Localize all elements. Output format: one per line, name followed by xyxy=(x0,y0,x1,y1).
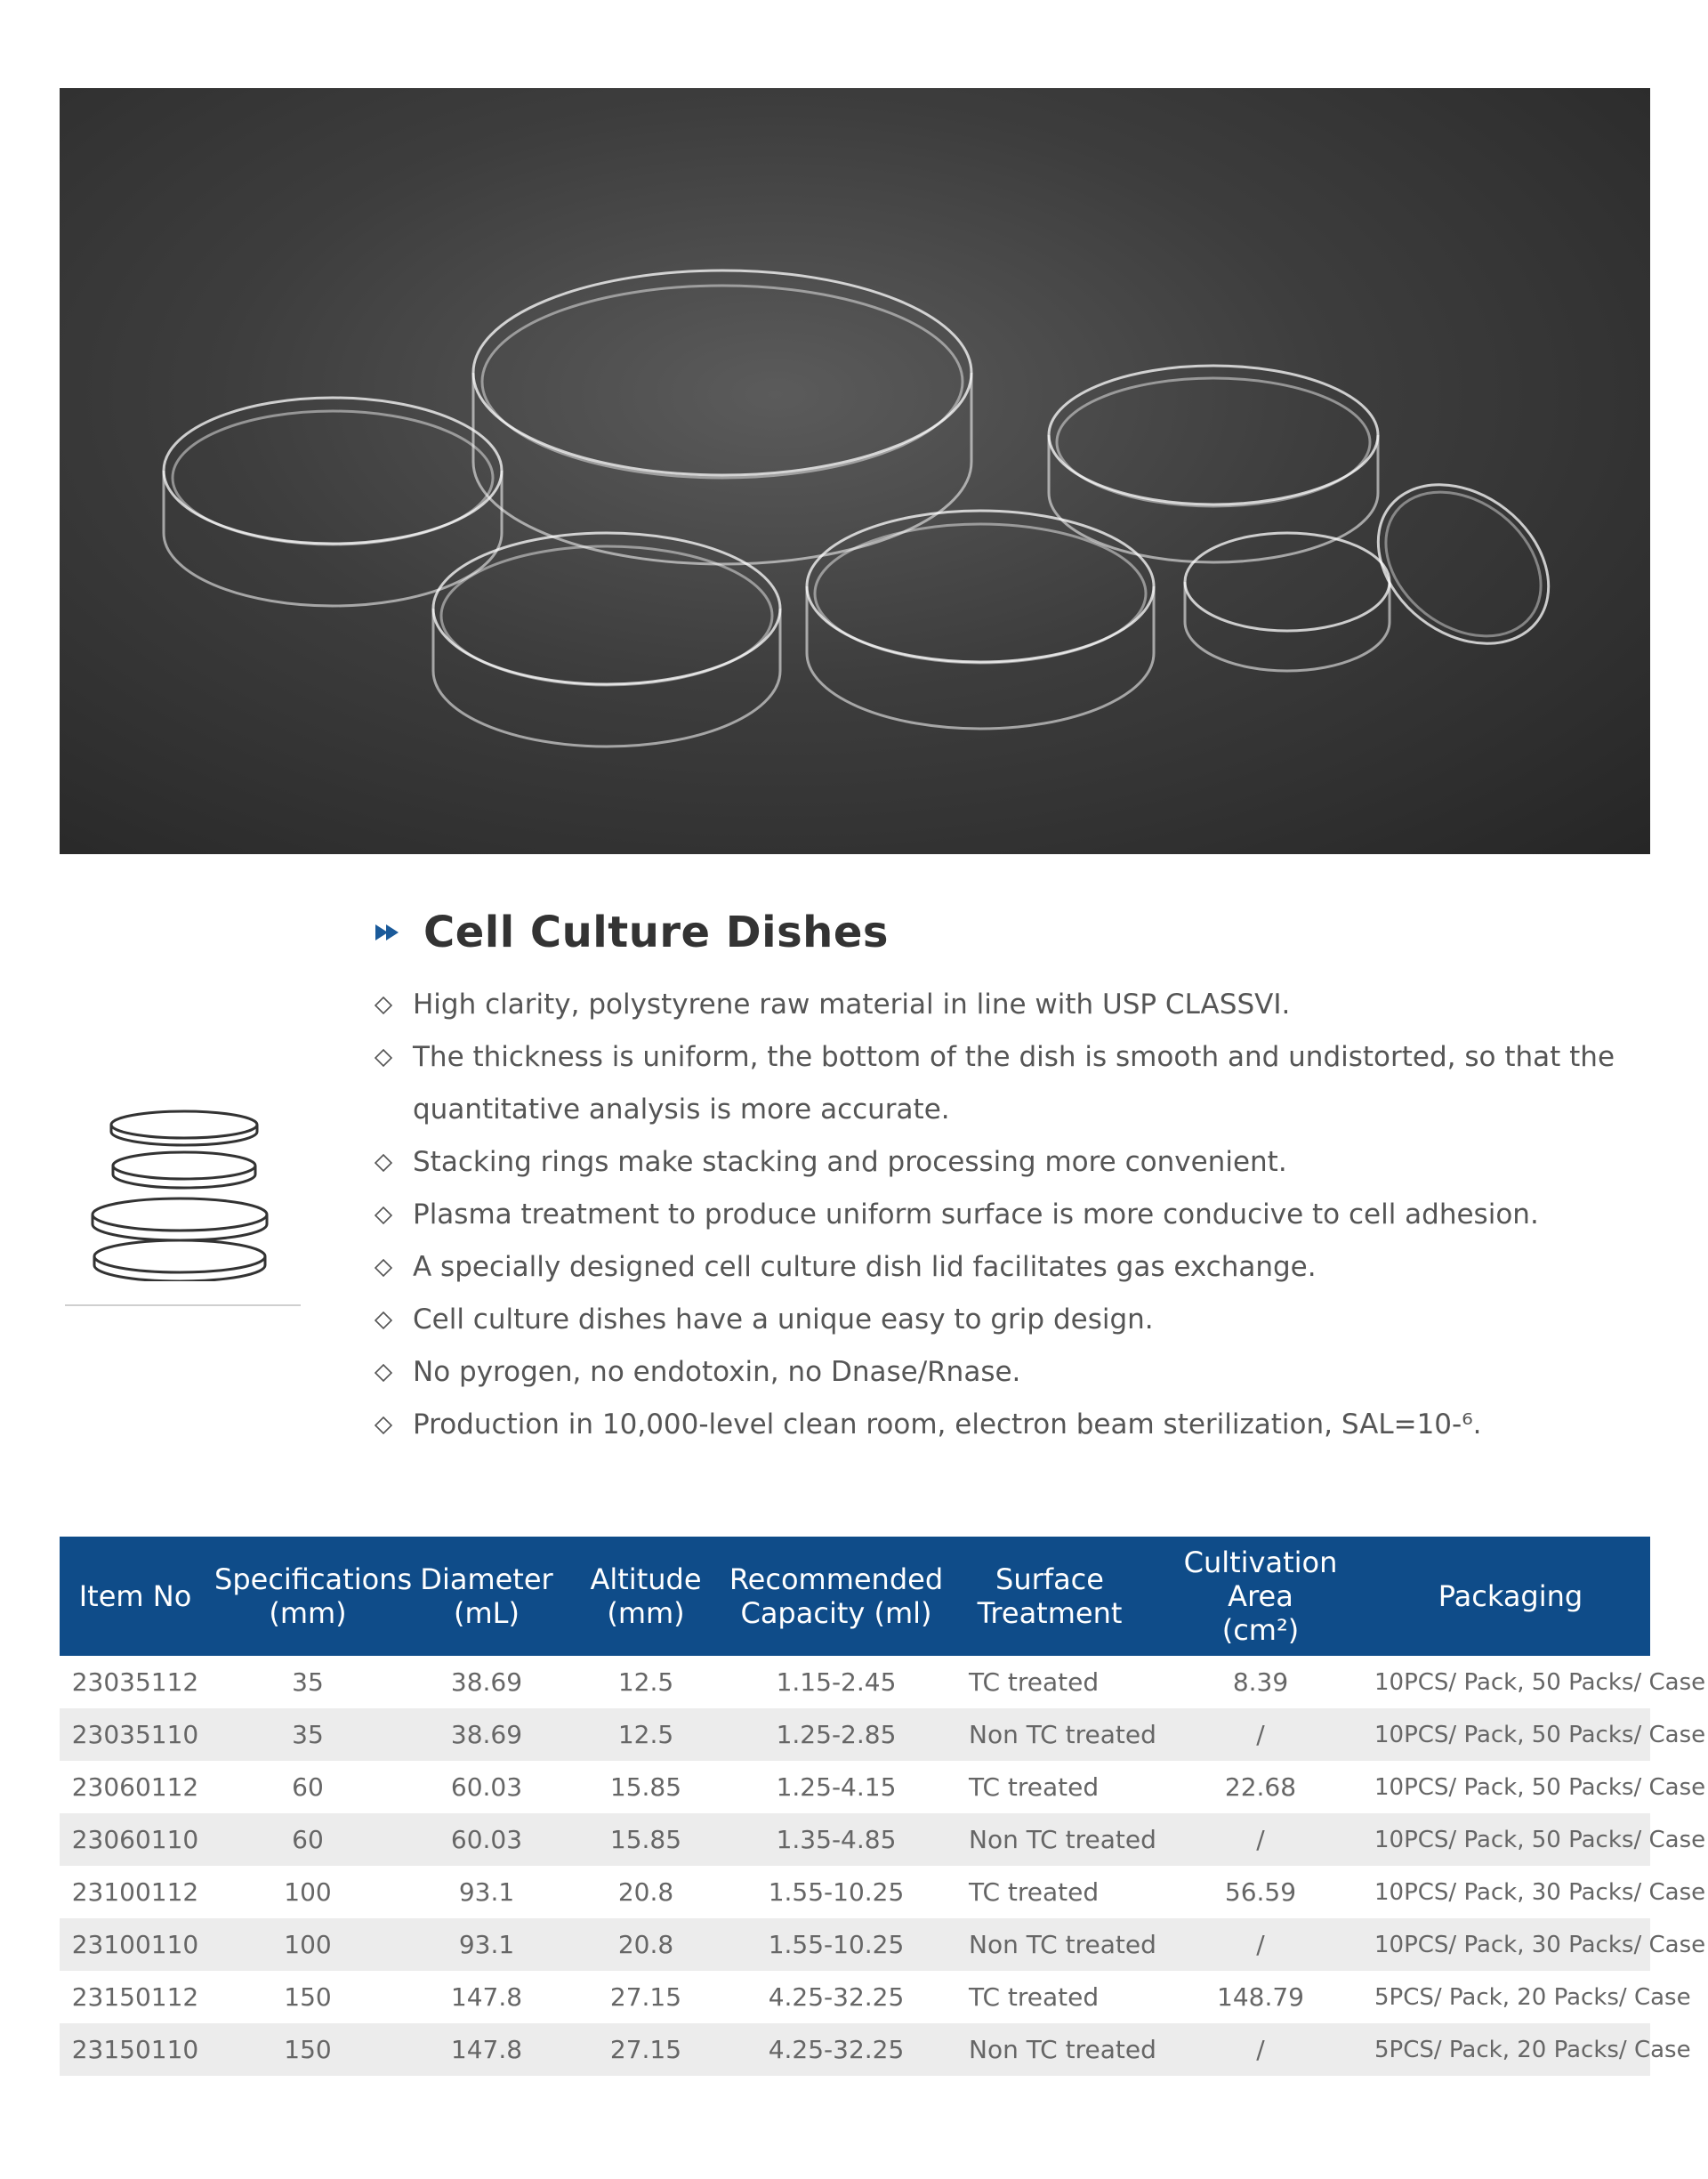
altitude-cell: 27.15 xyxy=(568,2023,723,2076)
diameter-cell: 60.03 xyxy=(405,1813,568,1866)
altitude-cell: 12.5 xyxy=(617,1667,674,1697)
section-header xyxy=(374,908,889,957)
surface-cell: TC treated xyxy=(969,1982,1100,2012)
illustration-divider xyxy=(65,1304,301,1306)
area-cell: 56.59 xyxy=(1224,1877,1297,1907)
surface-cell: TC treated xyxy=(969,1772,1100,1802)
capacity-cell: 4.25-32.25 xyxy=(768,1982,905,2012)
table-row xyxy=(60,1656,1650,1708)
surface-cell: Non TC treated xyxy=(949,2023,1150,2076)
table-header-row xyxy=(60,1537,1650,1656)
diameter-cell: 38.69 xyxy=(405,1708,568,1761)
feature-list xyxy=(374,979,1637,1451)
area-cell: / xyxy=(1150,2023,1371,2076)
diameter-cell: 147.8 xyxy=(405,2023,568,2076)
area-cell: / xyxy=(1150,1813,1371,1866)
packaging-cell: 10PCS/ Pack, 50 Packs/ Case xyxy=(1371,1813,1650,1866)
packaging-cell: 5PCS/ Pack, 20 Packs/ Case xyxy=(1371,2023,1650,2076)
item-no-cell: 23035112 xyxy=(71,1667,199,1697)
altitude-cell: 15.85 xyxy=(609,1772,682,1802)
product-photo xyxy=(60,88,1650,854)
feature-text: Cell culture dishes have a unique easy to grip design. xyxy=(413,1303,1154,1336)
diamond-outline-icon xyxy=(374,996,393,1015)
feature-item xyxy=(374,979,1637,1031)
capacity-cell: 1.25-4.15 xyxy=(776,1772,897,1802)
feature-text: Stacking rings make stacking and processing more convenient. xyxy=(413,1146,1287,1178)
feature-item xyxy=(374,1294,1637,1346)
diameter-cell: 60.03 xyxy=(450,1772,523,1802)
capacity-cell: 1.55-10.25 xyxy=(723,1918,949,1971)
packaging-cell: 5PCS/ Pack, 20 Packs/ Case xyxy=(1374,1983,1691,2011)
stacked-dishes-icon xyxy=(80,1103,285,1281)
specification-cell: 60 xyxy=(292,1772,324,1802)
column-header: Packaging xyxy=(1371,1537,1650,1656)
packaging-cell: 10PCS/ Pack, 50 Packs/ Case xyxy=(1374,1773,1706,1801)
surface-cell: Non TC treated xyxy=(949,1708,1150,1761)
diameter-cell: 147.8 xyxy=(450,1982,523,2012)
column-header: Diameter (mL) xyxy=(405,1537,568,1656)
capacity-cell: 1.15-2.45 xyxy=(776,1667,897,1697)
feature-text: A specially designed cell culture dish lid facilitates gas exchange. xyxy=(413,1251,1317,1283)
altitude-cell: 27.15 xyxy=(609,1982,682,2012)
feature-item xyxy=(374,1346,1637,1399)
feature-item xyxy=(374,1189,1637,1241)
feature-text: No pyrogen, no endotoxin, no Dnase/Rnase. xyxy=(413,1356,1021,1388)
area-cell: 22.68 xyxy=(1224,1772,1297,1802)
diameter-cell: 93.1 xyxy=(405,1918,568,1971)
diamond-outline-icon xyxy=(374,1206,393,1225)
column-header: Recommended Capacity (ml) xyxy=(723,1537,949,1656)
table-row xyxy=(60,1866,1650,1918)
column-header: Item No xyxy=(60,1537,211,1656)
area-cell: 148.79 xyxy=(1217,1982,1304,2012)
altitude-cell: 20.8 xyxy=(568,1918,723,1971)
item-no-cell: 23150110 xyxy=(60,2023,211,2076)
feature-item xyxy=(374,1136,1637,1189)
diamond-outline-icon xyxy=(374,1311,393,1330)
altitude-cell: 15.85 xyxy=(568,1813,723,1866)
specification-cell: 150 xyxy=(211,2023,405,2076)
column-header: Altitude (mm) xyxy=(568,1537,723,1656)
capacity-cell: 1.25-2.85 xyxy=(723,1708,949,1761)
packaging-cell: 10PCS/ Pack, 50 Packs/ Case xyxy=(1371,1708,1650,1761)
packaging-cell: 10PCS/ Pack, 50 Packs/ Case xyxy=(1374,1668,1706,1696)
table-row xyxy=(60,1761,1650,1813)
diamond-outline-icon xyxy=(374,1258,393,1278)
diameter-cell: 93.1 xyxy=(458,1877,515,1907)
capacity-cell: 1.35-4.85 xyxy=(723,1813,949,1866)
feature-text: Production in 10,000-level clean room, electron beam sterilization, SAL=10-⁶. xyxy=(413,1408,1482,1441)
table-row xyxy=(60,2023,1650,2076)
capacity-cell: 1.55-10.25 xyxy=(768,1877,905,1907)
product-title: Cell Culture Dishes xyxy=(423,908,889,957)
specification-cell: 100 xyxy=(211,1918,405,1971)
surface-cell: Non TC treated xyxy=(949,1813,1150,1866)
feature-item xyxy=(374,1241,1637,1294)
specification-cell: 35 xyxy=(211,1708,405,1761)
table-row xyxy=(60,1813,1650,1866)
diamond-outline-icon xyxy=(374,1153,393,1173)
feature-text: Plasma treatment to produce uniform surface is more conducive to cell adhesion. xyxy=(413,1198,1539,1231)
column-header: Specifications (mm) xyxy=(211,1537,405,1656)
column-header: Surface Treatment xyxy=(949,1537,1150,1656)
table-row xyxy=(60,1971,1650,2023)
area-cell: / xyxy=(1150,1918,1371,1971)
double-chevron-right-icon xyxy=(374,919,404,946)
capacity-cell: 4.25-32.25 xyxy=(723,2023,949,2076)
diamond-outline-icon xyxy=(374,1363,393,1383)
surface-cell: TC treated xyxy=(969,1877,1100,1907)
table-row xyxy=(60,1918,1650,1971)
specification-cell: 150 xyxy=(284,1982,332,2012)
feature-item xyxy=(374,1399,1637,1451)
item-no-cell: 23035110 xyxy=(60,1708,211,1761)
surface-cell: Non TC treated xyxy=(949,1918,1150,1971)
surface-cell: TC treated xyxy=(969,1667,1100,1697)
item-no-cell: 23150112 xyxy=(71,1982,199,2012)
feature-item xyxy=(374,1031,1637,1136)
specification-table xyxy=(60,1537,1706,2076)
altitude-cell: 20.8 xyxy=(617,1877,674,1907)
specification-cell: 35 xyxy=(292,1667,324,1697)
altitude-cell: 12.5 xyxy=(568,1708,723,1761)
packaging-cell: 10PCS/ Pack, 30 Packs/ Case xyxy=(1371,1918,1650,1971)
item-no-cell: 23100112 xyxy=(71,1877,199,1907)
feature-text: The thickness is uniform, the bottom of the dish is smooth and undistorted, so that the quantitative analysis is more accurate. xyxy=(413,1041,1615,1126)
feature-text: High clarity, polystyrene raw material in line with USP CLASSVI. xyxy=(413,989,1291,1021)
specification-cell: 100 xyxy=(284,1877,332,1907)
area-cell: / xyxy=(1150,1708,1371,1761)
table-row xyxy=(60,1708,1650,1761)
item-no-cell: 23060110 xyxy=(60,1813,211,1866)
petri-dishes-image xyxy=(60,88,1650,854)
item-no-cell: 23060112 xyxy=(71,1772,199,1802)
diamond-outline-icon xyxy=(374,1048,393,1068)
specification-cell: 60 xyxy=(211,1813,405,1866)
item-no-cell: 23100110 xyxy=(60,1918,211,1971)
diameter-cell: 38.69 xyxy=(450,1667,523,1697)
packaging-cell: 10PCS/ Pack, 30 Packs/ Case xyxy=(1374,1878,1706,1906)
diamond-outline-icon xyxy=(374,1416,393,1435)
area-cell: 8.39 xyxy=(1232,1667,1289,1697)
column-header: Cultivation Area (cm²) xyxy=(1150,1537,1371,1656)
